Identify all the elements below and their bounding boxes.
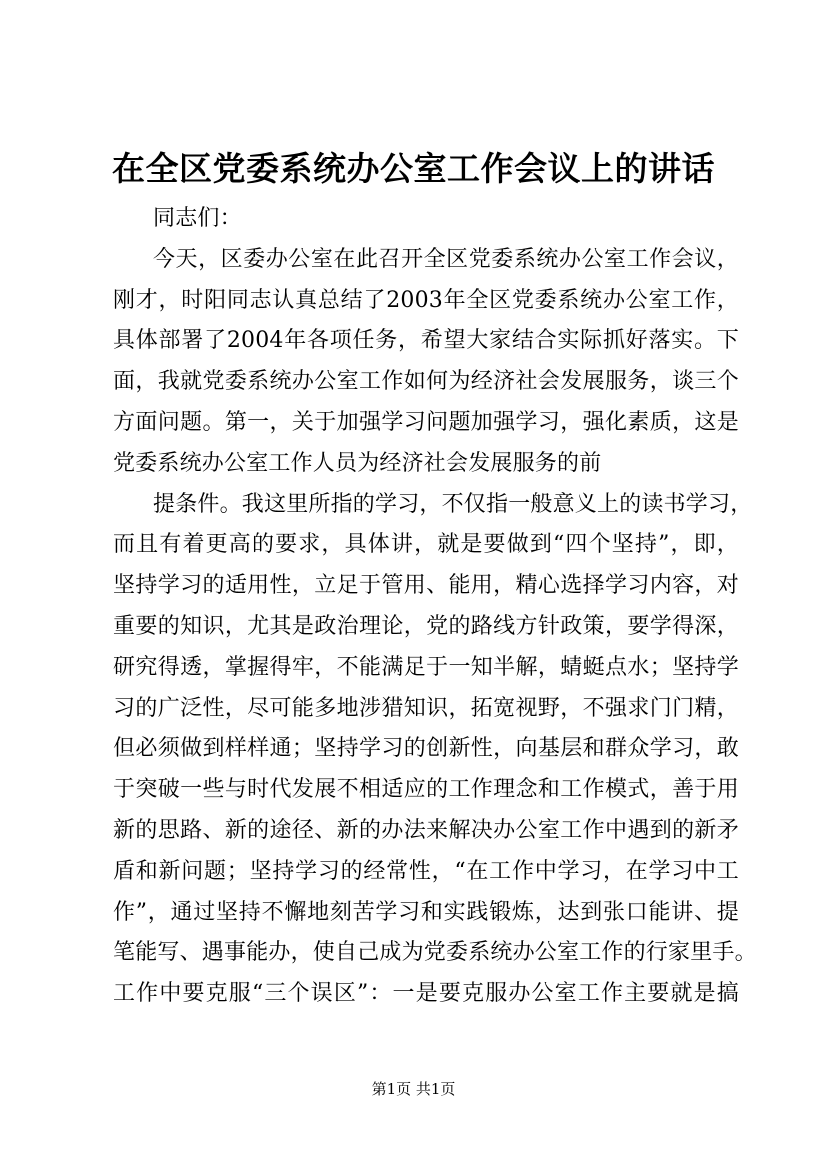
text-line: 笔能写、遇事能办，使自己成为党委系统办公室工作的行家里手。 [113,940,757,966]
text-line: 坚持学习的适用性，立足于管用、能用，精心选择学习内容，对 [113,573,739,599]
text-line: 提条件。我这里所指的学习，不仅指一般意义上的读书学习， [153,491,753,517]
text-line: 具体部署了2004年各项任务，希望大家结合实际抓好落实。下 [113,328,739,354]
document-title: 在全区党委系统办公室工作会议上的讲话 [112,149,715,188]
text-line: 同志们： [153,206,242,231]
page-footer: 第1页 共1页 [371,1080,456,1098]
text-line: 刚才，时阳同志认真总结了2003年全区党委系统办公室工作， [113,287,739,313]
text-line: 作”，通过坚持不懈地刻苦学习和实践锻炼，达到张口能讲、提 [113,899,739,925]
text-line: 重要的知识，尤其是政治理论，党的路线方针政策，要学得深， [113,613,739,639]
text-line: 于突破一些与时代发展不相适应的工作理念和工作模式，善于用 [113,777,739,803]
text-line: 研究得透，掌握得牢，不能满足于一知半解，蜻蜓点水；坚持学 [113,654,739,680]
text-line: 习的广泛性，尽可能多地涉猎知识，拓宽视野，不强求门门精， [113,695,739,721]
text-line: 而且有着更高的要求，具体讲，就是要做到“四个坚持”，即， [113,532,739,558]
text-line: 新的思路、新的途径、新的办法来解决办公室工作中遇到的新矛 [113,817,739,843]
text-line: 工作中要克服“三个误区”：一是要克服办公室工作主要就是搞 [113,981,739,1007]
document-body [113,199,757,1015]
text-line: 方面问题。第一，关于加强学习问题加强学习，强化素质，这是 [113,409,739,435]
text-line: 党委系统办公室工作人员为经济社会发展服务的前 [113,450,602,476]
text-line: 盾和新问题；坚持学习的经常性，“在工作中学习，在学习中工 [113,858,739,884]
text-line: 但必须做到样样通；坚持学习的创新性，向基层和群众学习，敢 [113,736,739,762]
text-line: 今天，区委办公室在此召开全区党委系统办公室工作会议， [153,246,739,272]
text-line: 面，我就党委系统办公室工作如何为经济社会发展服务，谈三个 [113,369,739,395]
